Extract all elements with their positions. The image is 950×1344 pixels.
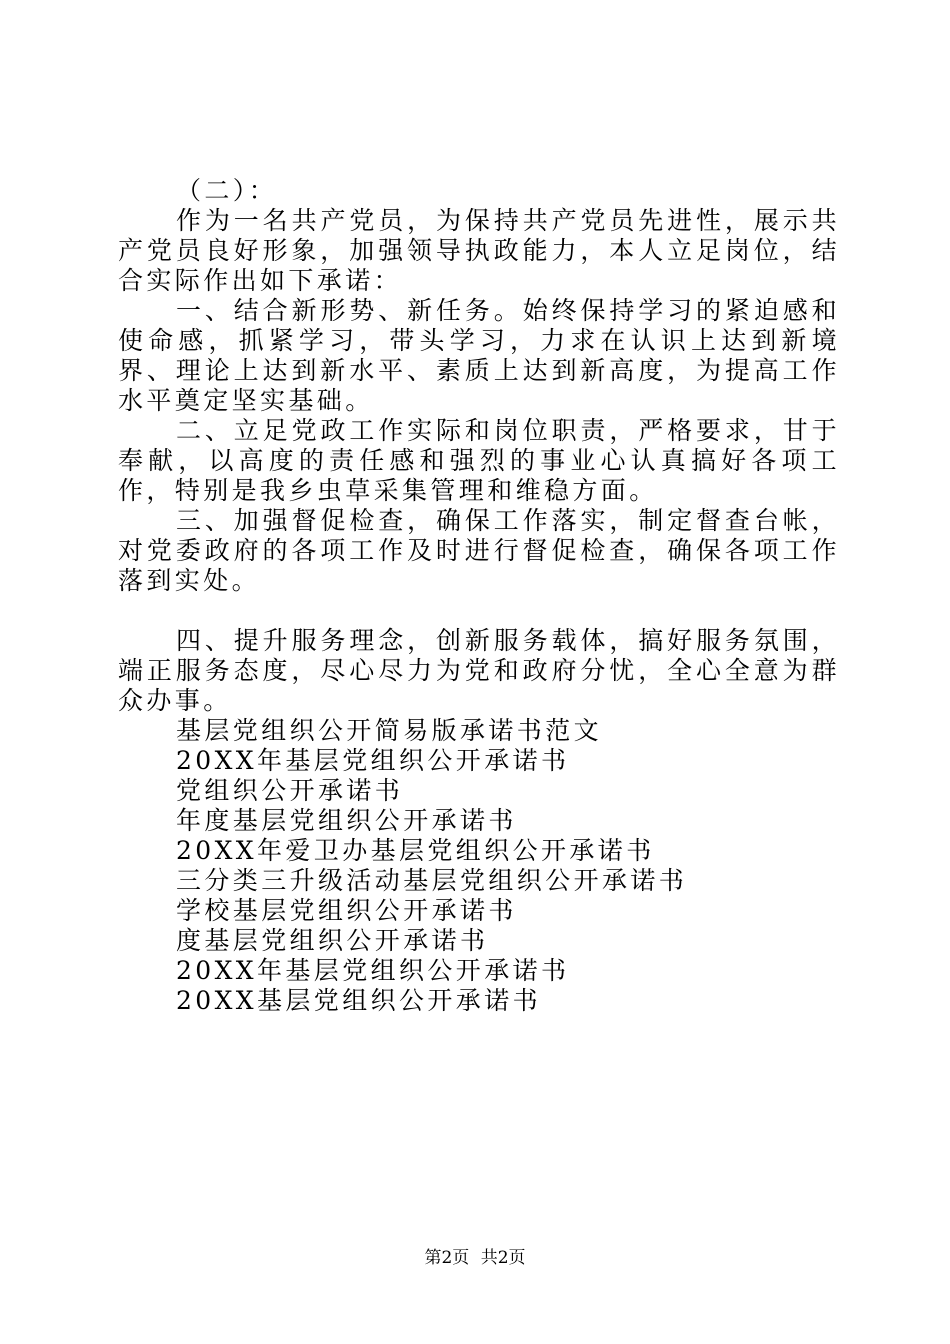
list-item: 学校基层党组织公开承诺书: [176, 896, 517, 925]
page-total: 共2页: [480, 1248, 526, 1268]
section-heading: （二）：: [176, 176, 278, 205]
page-number: 第2页: [424, 1248, 470, 1268]
commitment-paragraph-4: 四、提升服务理念，创新服务载体，搞好服务氛围，端正服务态度，尽心尽力为党和政府分忧，全心全意为群众办事。: [118, 626, 840, 715]
commitment-paragraph-3: 三、加强督促检查，确保工作落实，制定督查台帐，对党委政府的各项工作及时进行督促检查，确保各项工作落到实处。: [118, 506, 840, 595]
intro-paragraph: 作为一名共产党员，为保持共产党员先进性，展示共产党员良好形象，加强领导执政能力，本人立足岗位，结合实际作出如下承诺：: [118, 206, 840, 295]
list-item: 20XX基层党组织公开承诺书: [176, 986, 542, 1015]
list-item: 党组织公开承诺书: [176, 776, 404, 805]
list-item: 20XX年爱卫办基层党组织公开承诺书: [176, 836, 655, 865]
list-item: 20XX年基层党组织公开承诺书: [176, 746, 570, 775]
related-titles-list: [118, 716, 840, 1016]
commitment-paragraph-2: 二、立足党政工作实际和岗位职责，严格要求，甘于奉献，以高度的责任感和强烈的事业心认真搞好各项工作，特别是我乡虫草采集管理和维稳方面。: [118, 416, 840, 505]
list-item: 三分类三升级活动基层党组织公开承诺书: [176, 866, 688, 895]
list-item: 年度基层党组织公开承诺书: [176, 806, 517, 835]
page-footer: [0, 1243, 950, 1268]
list-item: 20XX年基层党组织公开承诺书: [176, 956, 570, 985]
commitment-paragraph-1: 一、结合新形势、新任务。始终保持学习的紧迫感和使命感，抓紧学习，带头学习，力求在认识上达到新境界、理论上达到新水平、素质上达到新高度，为提高工作水平奠定坚实基础。: [118, 296, 840, 415]
list-item: 度基层党组织公开承诺书: [176, 926, 489, 955]
list-item: 基层党组织公开简易版承诺书范文: [176, 716, 603, 745]
document-body: [118, 176, 840, 1016]
